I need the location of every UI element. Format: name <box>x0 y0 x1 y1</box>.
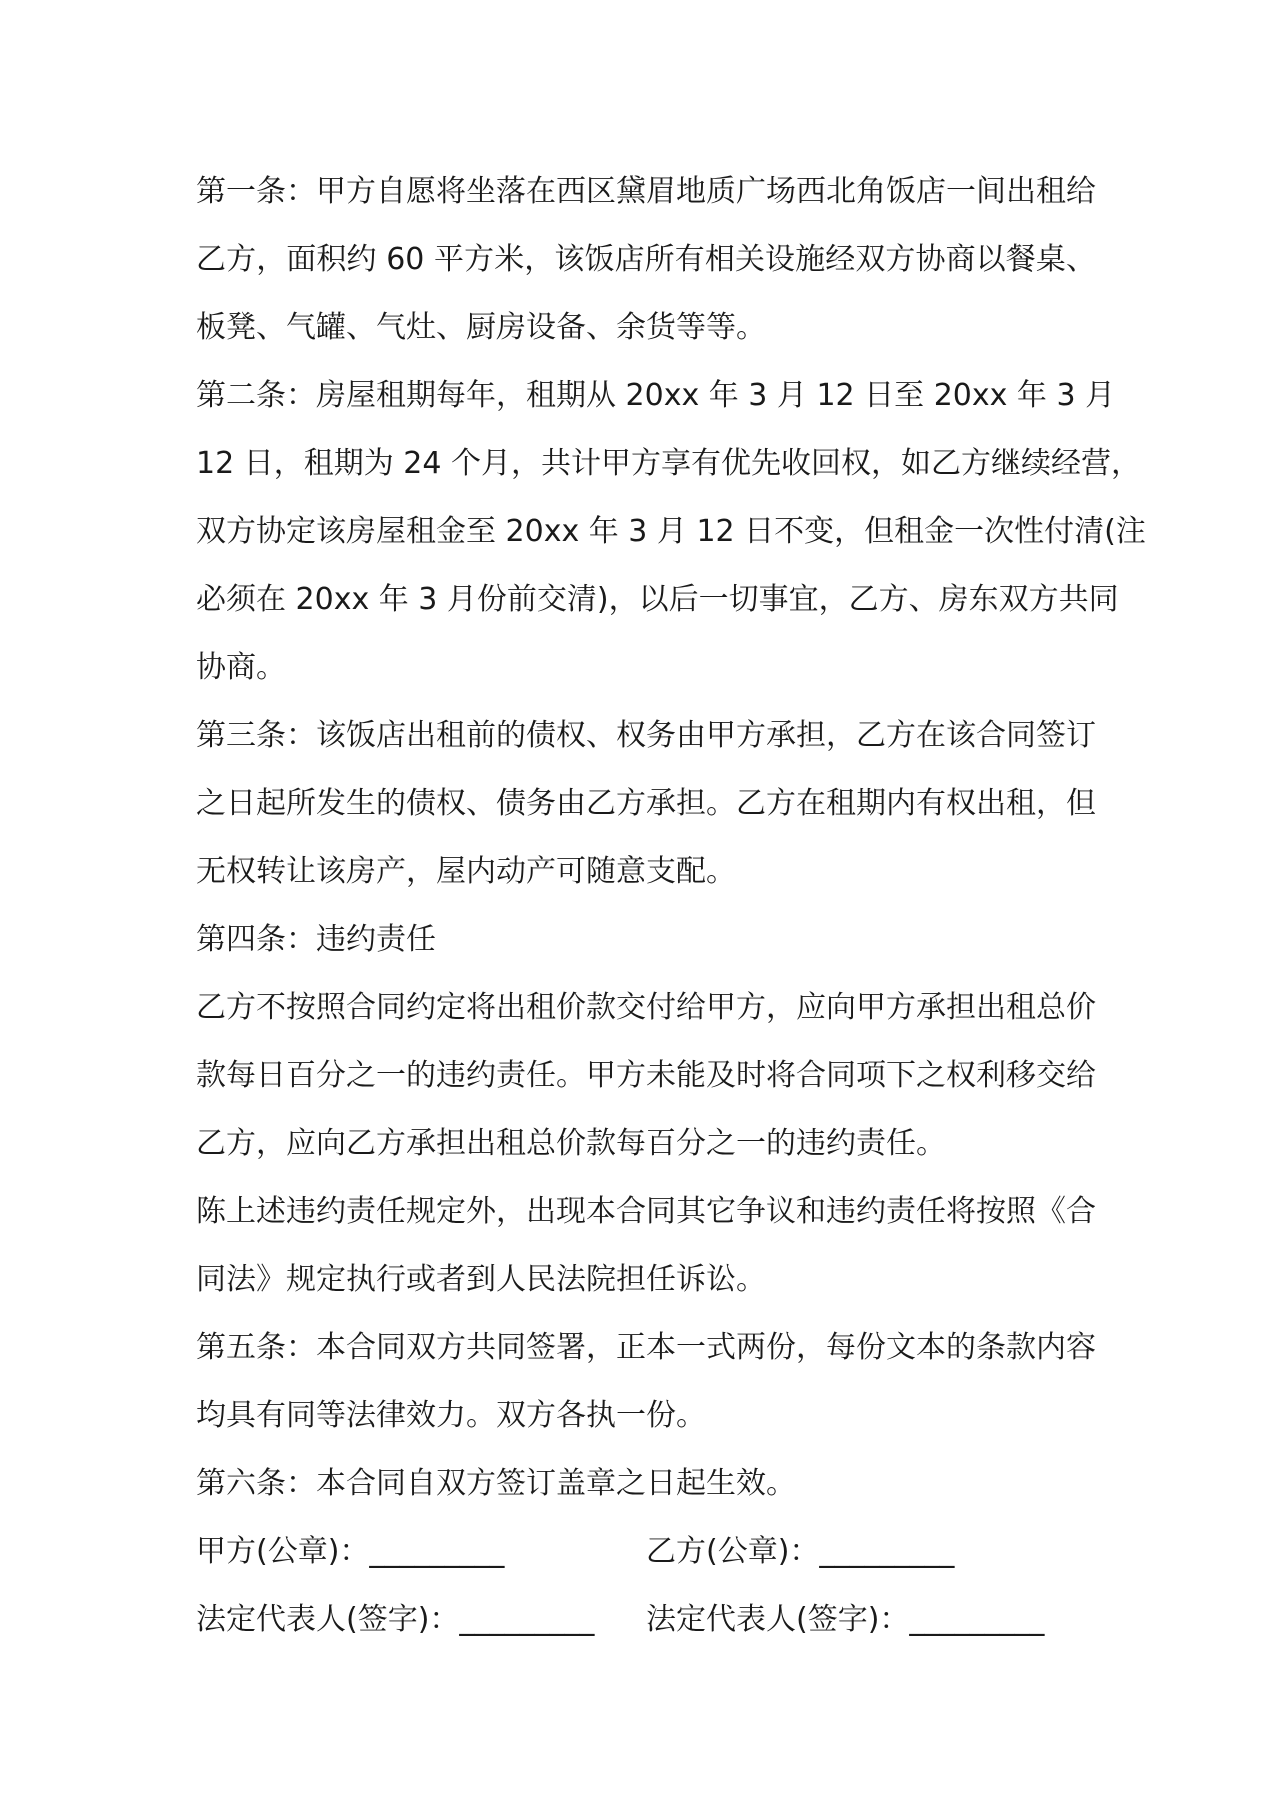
paragraph-line: 第五条：本合同双方共同签署，正本一式两份，每份文本的条款内容 <box>196 1330 1096 1365</box>
party-b-representative-field: 法定代表人(签字)：_________ <box>646 1602 1045 1637</box>
paragraph-line: 之日起所发生的债权、债务由乙方承担。乙方在租期内有权出租，但 <box>196 786 1096 821</box>
paragraph-line: 款每日百分之一的违约责任。甲方未能及时将合同项下之权利移交给 <box>196 1058 1096 1093</box>
paragraph-line: 双方协定该房屋租金至 20xx 年 3 月 12 日不变，但租金一次性付清(注 <box>196 514 1146 549</box>
article-6 <box>196 1450 1096 1518</box>
paragraph-line: 乙方不按照合同约定将出租价款交付给甲方，应向甲方承担出租总价 <box>196 990 1096 1025</box>
paragraph-line: 板凳、气罐、气灶、厨房设备、余货等等。 <box>196 310 766 345</box>
paragraph-line: 第一条：甲方自愿将坐落在西区黛眉地质广场西北角饭店一间出租给 <box>196 174 1096 209</box>
paragraph-line: 第二条：房屋租期每年，租期从 20xx 年 3 月 12 日至 20xx 年 3 月 <box>196 378 1116 413</box>
article-3 <box>196 702 1096 906</box>
paragraph-line: 同法》规定执行或者到人民法院担任诉讼。 <box>196 1262 766 1297</box>
breach-clause-1 <box>196 974 1096 1178</box>
article-5 <box>196 1314 1096 1450</box>
paragraph-line: 第三条：该饭店出租前的债权、权务由甲方承担，乙方在该合同签订 <box>196 718 1096 753</box>
contract-body <box>196 158 1146 1654</box>
paragraph-line: 协商。 <box>196 650 286 685</box>
party-b-seal-field: 乙方(公章)：_________ <box>646 1534 955 1569</box>
paragraph-line: 第六条：本合同自双方签订盖章之日起生效。 <box>196 1466 796 1501</box>
paragraph-line: 乙方，面积约 60 平方米，该饭店所有相关设施经双方协商以餐桌、 <box>196 242 1096 277</box>
paragraph-line: 均具有同等法律效力。双方各执一份。 <box>196 1398 706 1433</box>
seal-row <box>196 1518 1096 1586</box>
paragraph-line: 12 日，租期为 24 个月，共计甲方享有优先收回权，如乙方继续经营， <box>196 446 1141 481</box>
article-1 <box>196 158 1096 362</box>
paragraph-line: 乙方，应向乙方承担出租总价款每百分之一的违约责任。 <box>196 1126 946 1161</box>
breach-clause-2 <box>196 1178 1096 1314</box>
party-a-seal-field: 甲方(公章)：_________ <box>196 1534 505 1569</box>
party-a-representative-field: 法定代表人(签字)：_________ <box>196 1602 595 1637</box>
article-4-heading <box>196 906 1096 974</box>
representative-row <box>196 1586 1096 1654</box>
paragraph-line: 无权转让该房产，屋内动产可随意支配。 <box>196 854 736 889</box>
paragraph-line: 必须在 20xx 年 3 月份前交清)，以后一切事宜，乙方、房东双方共同 <box>196 582 1119 617</box>
article-2 <box>196 362 1146 702</box>
paragraph-line: 第四条：违约责任 <box>196 922 436 957</box>
paragraph-line: 陈上述违约责任规定外，出现本合同其它争议和违约责任将按照《合 <box>196 1194 1096 1229</box>
